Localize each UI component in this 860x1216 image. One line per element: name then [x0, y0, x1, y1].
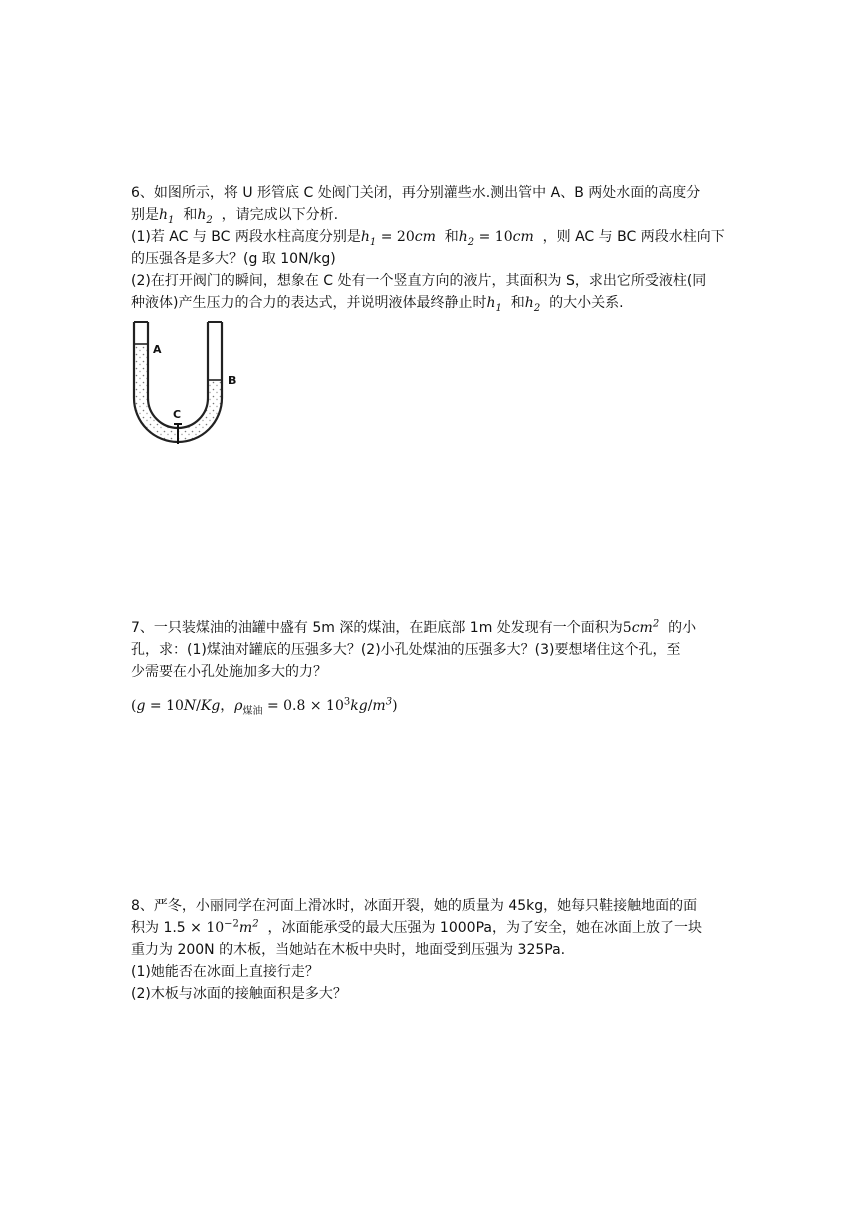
q8-line-1: 8、严冬，小丽同学在河面上滑冰时，冰面开裂，她的质量为 45kg，她每只鞋接触地面的面 [131, 898, 698, 914]
q6-line-4: 的压强各是多大？(g 取 10N/kg) [131, 251, 336, 267]
label-b: B [228, 374, 237, 387]
q7-line-2: 孔，求：(1)煤油对罐底的压强多大？(2)小孔处煤油的压强多大？(3)要想堵住这个孔，至 [131, 642, 681, 658]
q6-line-2: 别是$h_1$ 和$h_2$ ，请完成以下分析. [131, 207, 339, 226]
q7-line-1: 7、一只装煤油的油罐中盛有 5m 深的煤油，在距底部 1m 处发现有一个面积为$5cm^2$ 的小 [131, 618, 697, 636]
q8-line-5: (2)木板与冰面的接触面积是多大？ [131, 986, 347, 1002]
q7-line-3: 少需要在小孔处施加多大的力？ [131, 664, 327, 680]
q8-line-3: 重力为 200N 的木板，当她站在木板中央时，地面受到压强为 325Pa. [131, 942, 566, 958]
u-tube-figure [128, 318, 246, 450]
q6-line-6: 种液体)产生压力的合力的表达式，并说明液体最终静止时$h_1$ 和$h_2$ 的大小关系. [131, 295, 624, 314]
label-a: A [153, 343, 162, 356]
label-c: C [173, 408, 182, 421]
q8-line-2: 积为 $1.5 \times 10^{-2}m^2$ ，冰面能承受的最大压强为 1000Pa，为了安全，她在冰面上放了一块 [131, 918, 702, 936]
q6-line-5: (2)在打开阀门的瞬间，想象在 C 处有一个竖直方向的液片，其面积为 S，求出它所受液柱(同 [131, 273, 707, 289]
q6-line-1: 6、如图所示，将 U 形管底 C 处阀门关闭，再分别灌些水.测出管中 A、B 两处水面的高度分 [131, 185, 701, 201]
q7-given: (g = 10N/Kg，$\rho_{煤油} = 0.8 \times 10^3kg/m^3$) [131, 696, 398, 717]
q6-line-3: (1)若 AC 与 BC 两段水柱高度分别是$h_1 = 20cm$ 和$h_2 = 10cm$ ，则 AC 与 BC 两段水柱向下 [131, 229, 725, 248]
q8-line-4: (1)她能否在冰面上直接行走？ [131, 964, 319, 980]
